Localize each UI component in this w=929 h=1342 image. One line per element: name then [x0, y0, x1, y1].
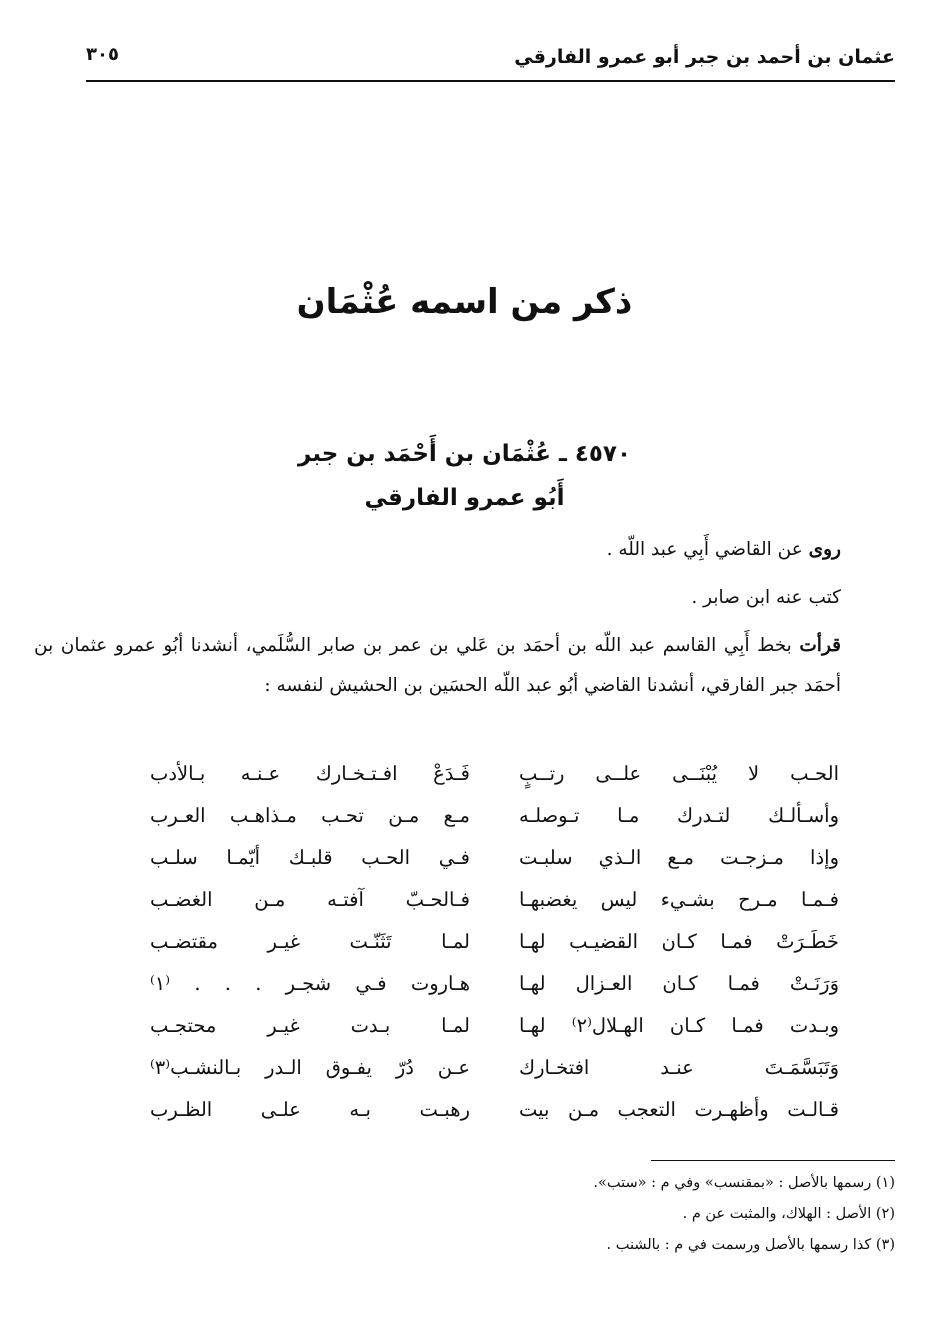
verse-second-hemistich: عـن دُرّ يفـوق الـدر بـالنشـب⁽٣⁾: [150, 1056, 470, 1079]
verse-first-hemistich: وإذا مـزجـت مـع الـذي سلبـت: [519, 846, 839, 869]
verse-first-hemistich: وَتَبَسَّمَـتَ عنـد افتخـارك: [519, 1056, 839, 1079]
paragraph-riwaya: [34, 530, 841, 570]
poem-verse: [150, 1056, 839, 1100]
verse-second-hemistich: رهبـت بـه علـى الظـرب: [150, 1098, 470, 1121]
verse-second-hemistich: مـع مـن تحـب مـذاهـب العـرب: [150, 804, 470, 827]
verse-second-hemistich: لمـا تَثَنّـت غيـر مقتضـب: [150, 930, 470, 953]
verse-second-hemistich: هـاروت فـي شجـر . . . ⁽١⁾: [150, 972, 470, 995]
footnote: (٢) الأصل : الهلاك، والمثبت عن م .: [682, 1206, 895, 1222]
entry-heading-name: ٤٥٧٠ ـ عُثْمَان بن أَحْمَد بن جبر: [298, 441, 631, 467]
verse-first-hemistich: قـالـت وأظهـرت التعجب مـن بيت: [519, 1098, 839, 1121]
footnote: (٣) كذا رسمها بالأصل ورسمت في م : بالشنب .: [606, 1237, 895, 1253]
poem-verse: [150, 846, 839, 890]
verse-first-hemistich: خَطَـرَتْ فمـا كـان القضيـب لهـا: [519, 930, 839, 953]
verse-second-hemistich: لمـا بـدت غيـر محتجـب: [150, 1014, 470, 1037]
footnote: (١) رسمها بالأصل : «بمقنسب» وفي م : «ستب».: [593, 1175, 895, 1191]
paragraph-text: بخط أَبِي القاسم عبد اللّه بن أحمَد بن عَلي بن عمر بن صابر السُّلَمي، أنشدنا أبُو عمرو عثمان بن أحمَد جبر الفارقي، أنشدنا القاضي أبُو عبد اللّه الحسَين بن الحشيش لنفسه :: [34, 635, 841, 696]
poem-verse: [150, 888, 839, 932]
poem-verse: [150, 804, 839, 848]
poem-verse: [150, 930, 839, 974]
entry-heading-kunya: أَبُو عمرو الفارقي: [364, 485, 565, 511]
page-number: ٣٠٥: [86, 44, 119, 65]
paragraph-lead-word: قرأت: [799, 635, 841, 656]
footnotes: [300, 1168, 895, 1261]
section-title: ذكر من اسمه عُثْمَان: [296, 282, 633, 322]
poem-verse: [150, 1098, 839, 1142]
verse-first-hemistich: وَرَنَـتْ فمـا كـان العـزال لهـا: [519, 972, 839, 995]
verse-second-hemistich: فـي الحـب قلبـك أيّمـا سلـب: [150, 846, 470, 869]
verse-second-hemistich: فـالحـبّ آفتـه مـن الغضـب: [150, 888, 470, 911]
paragraph-text: كتب عنه ابن صابر .: [691, 587, 841, 608]
paragraph-text: عن القاضي أَبِي عبد اللّه .: [606, 539, 809, 560]
verse-first-hemistich: فـمـا مـرح بشـيء ليس يغضبهـا: [519, 888, 839, 911]
footnote-rule: [651, 1160, 895, 1161]
running-head: [86, 42, 895, 80]
poem-verse: [150, 972, 839, 1016]
verse-first-hemistich: وبـدت فمـا كـان الهـلال⁽٢⁾ لهـا: [519, 1014, 840, 1037]
poem-verse: [150, 1014, 839, 1058]
running-title: عثمان بن أحمد بن جبر أبو عمرو الفارقي: [514, 46, 895, 68]
paragraph-kataba: [34, 578, 841, 618]
paragraph-lead-word: روى: [808, 539, 841, 560]
verse-second-hemistich: فَـدَعْ افـتـخـارك عـنـه بـالأدب: [150, 762, 470, 785]
poem-verse: [150, 762, 839, 806]
paragraph-qaraat: [34, 626, 841, 706]
poem: [150, 762, 839, 1142]
header-rule: [86, 80, 895, 82]
entry-heading: [0, 432, 929, 520]
verse-first-hemistich: وأسـألـك لتـدرك مـا تـوصلـه: [519, 804, 839, 827]
verse-first-hemistich: الحـب لا يُبْنَــى علــى رتــبٍ: [519, 762, 839, 785]
